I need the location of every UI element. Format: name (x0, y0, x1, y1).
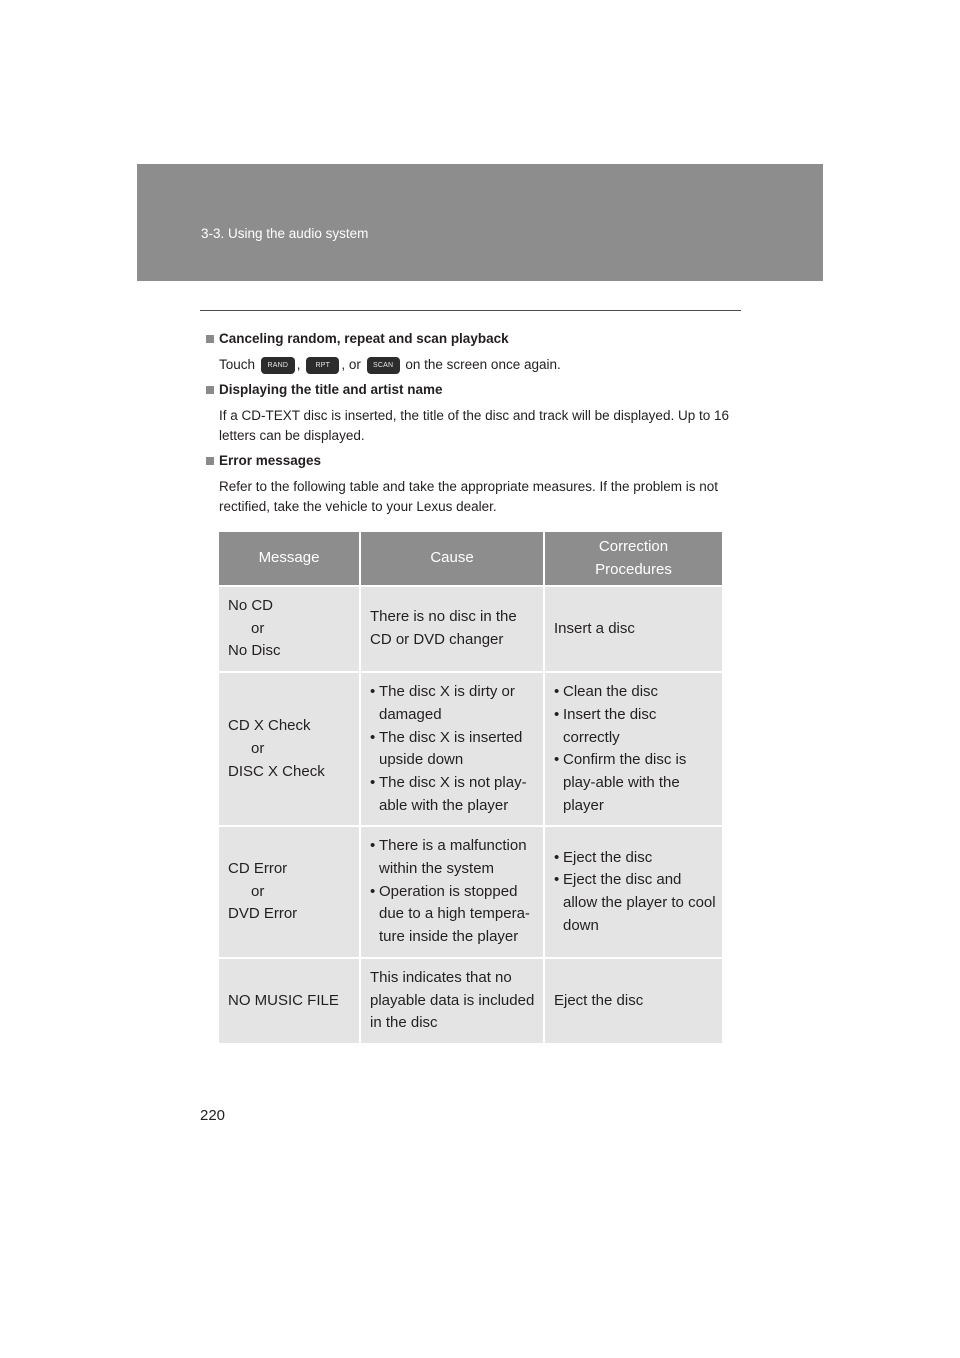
column-header-correction: Correction Procedures (544, 532, 722, 586)
section-title: Error messages (206, 451, 746, 471)
cause-cell: There is no disc in the CD or DVD changer (360, 586, 544, 672)
list-item: • Operation is stopped due to a high tempera-ture inside the player (370, 882, 530, 946)
page-number: 220 (200, 1107, 226, 1124)
message-cell: No CD or No Disc (219, 586, 360, 672)
column-header-message: Message (219, 532, 360, 586)
cause-cell (360, 672, 544, 826)
error-messages-table (219, 532, 722, 1043)
table-header-row (219, 532, 722, 586)
correction-cell: Eject the disc (544, 958, 722, 1043)
correction-cell (544, 826, 722, 958)
message-cell: CD Error or DVD Error (219, 826, 360, 958)
rpt-button-icon: RPT (306, 357, 339, 374)
section-title: Displaying the title and artist name (206, 380, 746, 400)
table-row (219, 586, 722, 672)
list-item: • The disc X is dirty or damaged (370, 683, 515, 723)
correction-cell (544, 672, 722, 826)
cause-cell (360, 826, 544, 958)
rand-button-icon: RAND (261, 357, 295, 374)
section-error-messages (206, 451, 746, 517)
list-item: • The disc X is inserted upside down (370, 728, 523, 769)
section-divider (200, 310, 741, 311)
list-item: • The disc X is not play-able with the player (370, 773, 527, 814)
list-item: • Eject the disc (554, 848, 653, 866)
message-cell: CD X Check or DISC X Check (219, 672, 360, 826)
list-item: • Clean the disc (554, 683, 659, 701)
column-header-cause: Cause (360, 532, 544, 586)
list-item: • Insert the disc correctly (554, 705, 657, 746)
chapter-header-band (137, 164, 823, 281)
square-bullet-icon (206, 457, 214, 465)
square-bullet-icon (206, 335, 214, 343)
section-cancel-playback (206, 329, 746, 375)
list-item: • Confirm the disc is play-able with the player (554, 751, 687, 814)
section-body: If a CD-TEXT disc is inserted, the title of the disc and track will be displayed. Up to 16 letters can be displayed. (219, 408, 729, 443)
scan-button-icon: SCAN (367, 357, 400, 374)
correction-cell: Insert a disc (544, 586, 722, 672)
section-body: Refer to the following table and take the appropriate measures. If the problem is not rectified, take the vehicle to your Lexus dealer. (219, 479, 719, 514)
section-title: Canceling random, repeat and scan playback (206, 329, 746, 349)
table-row (219, 826, 722, 958)
message-cell: NO MUSIC FILE (219, 958, 360, 1043)
list-item: • There is a malfunction within the system (370, 837, 527, 878)
breadcrumb: 3-3. Using the audio system (201, 226, 369, 241)
table-row (219, 958, 722, 1043)
table-row (219, 672, 722, 826)
section-title-artist (206, 380, 746, 446)
section-body: Touch RAND , RPT , or SCAN on the screen once again. (219, 357, 561, 372)
square-bullet-icon (206, 386, 214, 394)
cause-cell: This indicates that no playable data is included in the disc (360, 958, 544, 1043)
list-item: • Eject the disc and allow the player to cool down (554, 871, 716, 934)
